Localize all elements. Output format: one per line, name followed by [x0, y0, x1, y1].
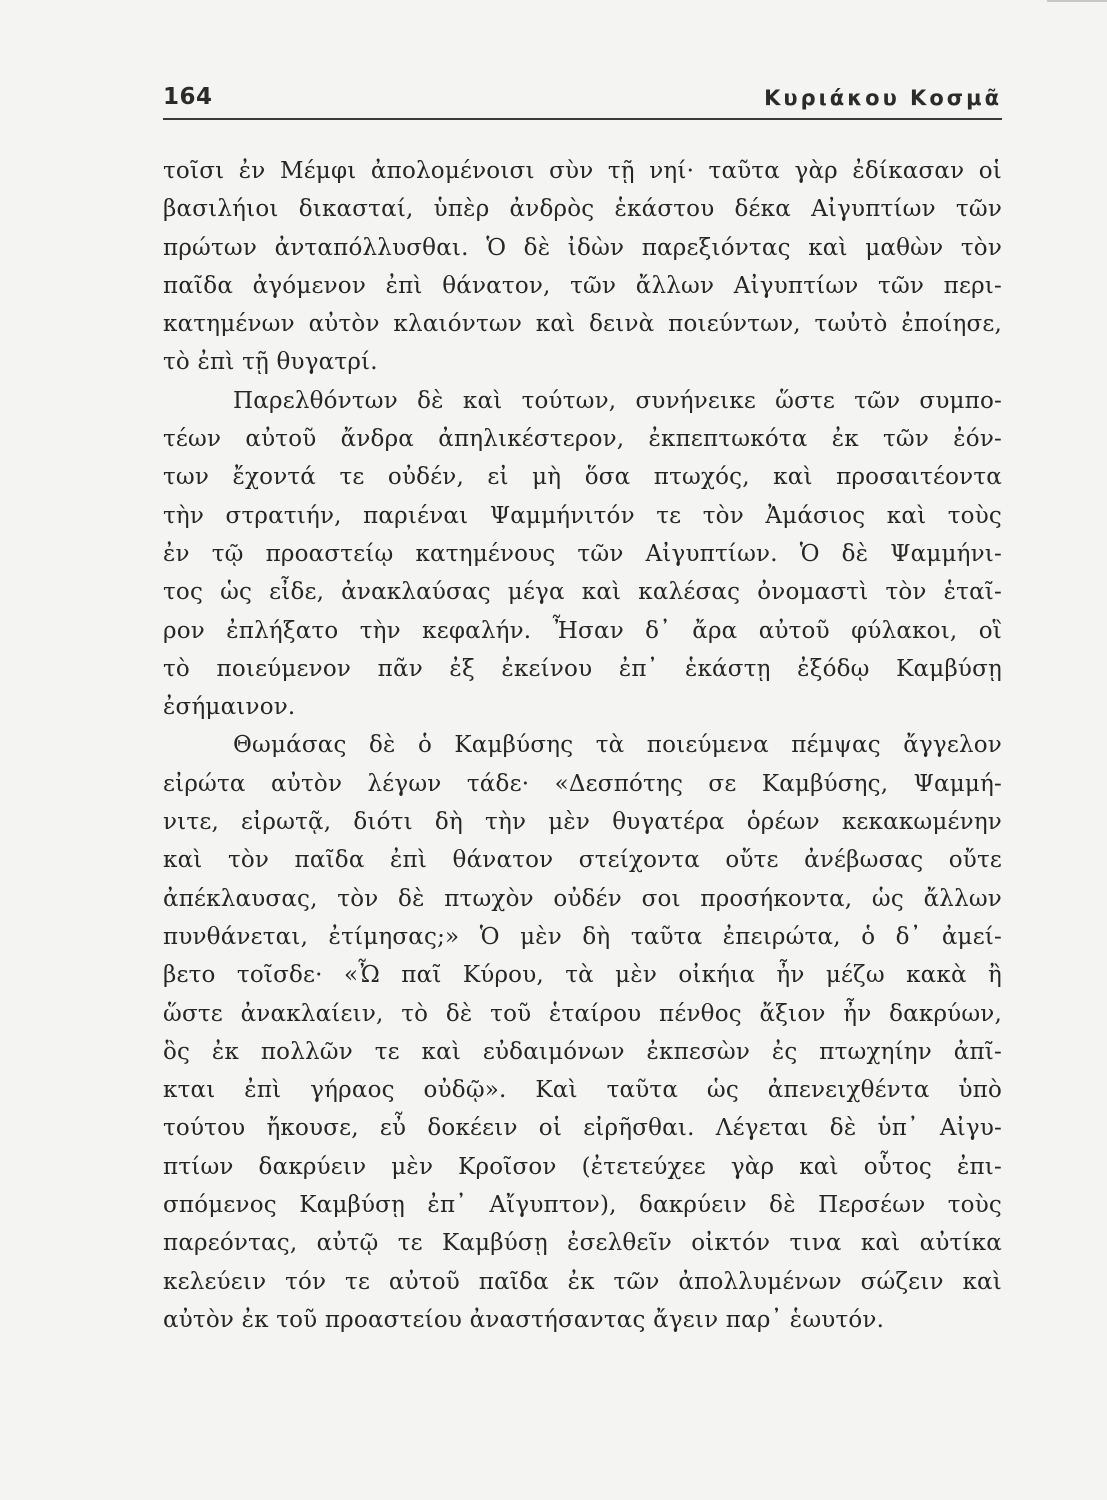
text-line: αὐτὸν ἐκ τοῦ προαστείου ἀναστήσαντας ἄγειν παρ᾽ ἑωυτόν. — [163, 1306, 885, 1333]
text-line: βετο τοῖσδε· «Ὦ παῖ Κύρου, τὰ μὲν οἰκήια ἦν μέζω κακὰ ἢ — [163, 962, 1002, 989]
text-line: κελεύειν τόν τε αὐτοῦ παῖδα ἐκ τῶν ἀπολλυμένων σώζειν καὶ — [163, 1268, 1002, 1295]
text-line: εἰρώτα αὐτὸν λέγων τάδε· «Δεσπότης σε Καμβύσης, Ψαμμή- — [163, 770, 1002, 797]
text-line: τέων αὐτοῦ ἄνδρα ἀπηλικέστερον, ἐκπεπτωκότα ἐκ τῶν ἐόν- — [163, 426, 1002, 453]
text-line: τος ὡς εἶδε, ἀνακλαύσας μέγα καὶ καλέσας ὀνομαστὶ τὸν ἑταῖ- — [163, 579, 1002, 606]
text-line: ὃς ἐκ πολλῶν τε καὶ εὐδαιμόνων ἐκπεσὼν ἐς πτωχηίην ἀπῖ- — [163, 1038, 1002, 1065]
page-number: 164 — [163, 84, 213, 110]
page-header — [163, 84, 1002, 116]
text-line: πρώτων ἀνταπόλλυσθαι. Ὁ δὲ ἰδὼν παρεξιόντας καὶ μαθὼν τὸν — [163, 234, 1002, 261]
text-line: Θωμάσας δὲ ὁ Καμβύσης τὰ ποιεύμενα πέμψας ἄγγελον — [233, 732, 1002, 759]
text-line: τὸ ποιεύμενον πᾶν ἐξ ἐκείνου ἐπ᾽ ἑκάστῃ ἐξόδῳ Καμβύσῃ — [163, 655, 1002, 682]
text-line: ρον ἐπλήξατο τὴν κεφαλήν. Ἦσαν δ᾽ ἄρα αὐτοῦ φύλακοι, οἳ — [163, 617, 1002, 644]
text-line: Παρελθόντων δὲ καὶ τούτων, συνήνεικε ὥστε τῶν συμπο- — [233, 387, 1002, 414]
text-line: ἀπέκλαυσας, τὸν δὲ πτωχὸν οὐδέν σοι προσήκοντα, ὡς ἄλλων — [163, 885, 1002, 912]
text-line: νιτε, εἰρωτᾷ, διότι δὴ τὴν μὲν θυγατέρα ὁρέων κεκακωμένην — [163, 809, 1002, 836]
text-line: ἐν τῷ προαστείῳ κατημένους τῶν Αἰγυπτίων. Ὁ δὲ Ψαμμήνι- — [163, 540, 1002, 567]
running-head: Κυριάκου Κοσμᾶ — [764, 86, 1002, 110]
text-line: ἐσήμαινον. — [163, 694, 296, 721]
header-rule — [163, 118, 1002, 120]
body-text — [163, 152, 1002, 1339]
text-line: καὶ τὸν παῖδα ἐπὶ θάνατον στείχοντα οὔτε ἀνέβωσας οὔτε — [163, 847, 1002, 874]
text-line: τοῖσι ἐν Μέμφι ἀπολομένοισι σὺν τῇ νηί· ταῦτα γὰρ ἐδίκασαν οἱ — [163, 158, 1002, 184]
text-line: ὥστε ἀνακλαίειν, τὸ δὲ τοῦ ἑταίρου πένθος ἄξιον ἦν δακρύων, — [163, 1000, 1002, 1027]
text-line: τὸ ἐπὶ τῇ θυγατρί. — [163, 349, 378, 376]
text-line: πυνθάνεται, ἐτίμησας;» Ὁ μὲν δὴ ταῦτα ἐπειρώτα, ὁ δ᾽ ἀμεί- — [163, 923, 1002, 950]
text-line: κται ἐπὶ γήραος οὐδῷ». Καὶ ταῦτα ὡς ἀπενειχθέντα ὑπὸ — [163, 1077, 1002, 1104]
text-line: βασιλήιοι δικασταί, ὑπὲρ ἀνδρὸς ἑκάστου δέκα Αἰγυπτίων τῶν — [163, 196, 1002, 223]
text-line: των ἔχοντά τε οὐδέν, εἰ μὴ ὅσα πτωχός, καὶ προσαιτέοντα — [163, 464, 1002, 491]
text-line: παῖδα ἀγόμενον ἐπὶ θάνατον, τῶν ἄλλων Αἰγυπτίων τῶν περι- — [163, 272, 1002, 299]
text-line: παρεόντας, αὐτῷ τε Καμβύσῃ ἐσελθεῖν οἰκτόν τινα καὶ αὐτίκα — [163, 1230, 1002, 1257]
page-corner-mark — [1047, 0, 1107, 16]
text-line: κατημένων αὐτὸν κλαιόντων καὶ δεινὰ ποιεύντων, τωὐτὸ ἐποίησε, — [163, 311, 1002, 338]
text-line: σπόμενος Καμβύσῃ ἐπ᾽ Αἴγυπτον), δακρύειν δὲ Περσέων τοὺς — [163, 1192, 1002, 1219]
text-line: πτίων δακρύειν μὲν Κροῖσον (ἐτετεύχεε γὰρ καὶ οὗτος ἐπι- — [163, 1153, 1002, 1180]
text-line: τούτου ἤκουσε, εὖ δοκέειν οἱ εἰρῆσθαι. Λέγεται δὲ ὑπ᾽ Αἰγυ- — [163, 1115, 1002, 1142]
text-line: τὴν στρατιήν, παριέναι Ψαμμήνιτόν τε τὸν Ἀμάσιος καὶ τοὺς — [163, 502, 1002, 529]
